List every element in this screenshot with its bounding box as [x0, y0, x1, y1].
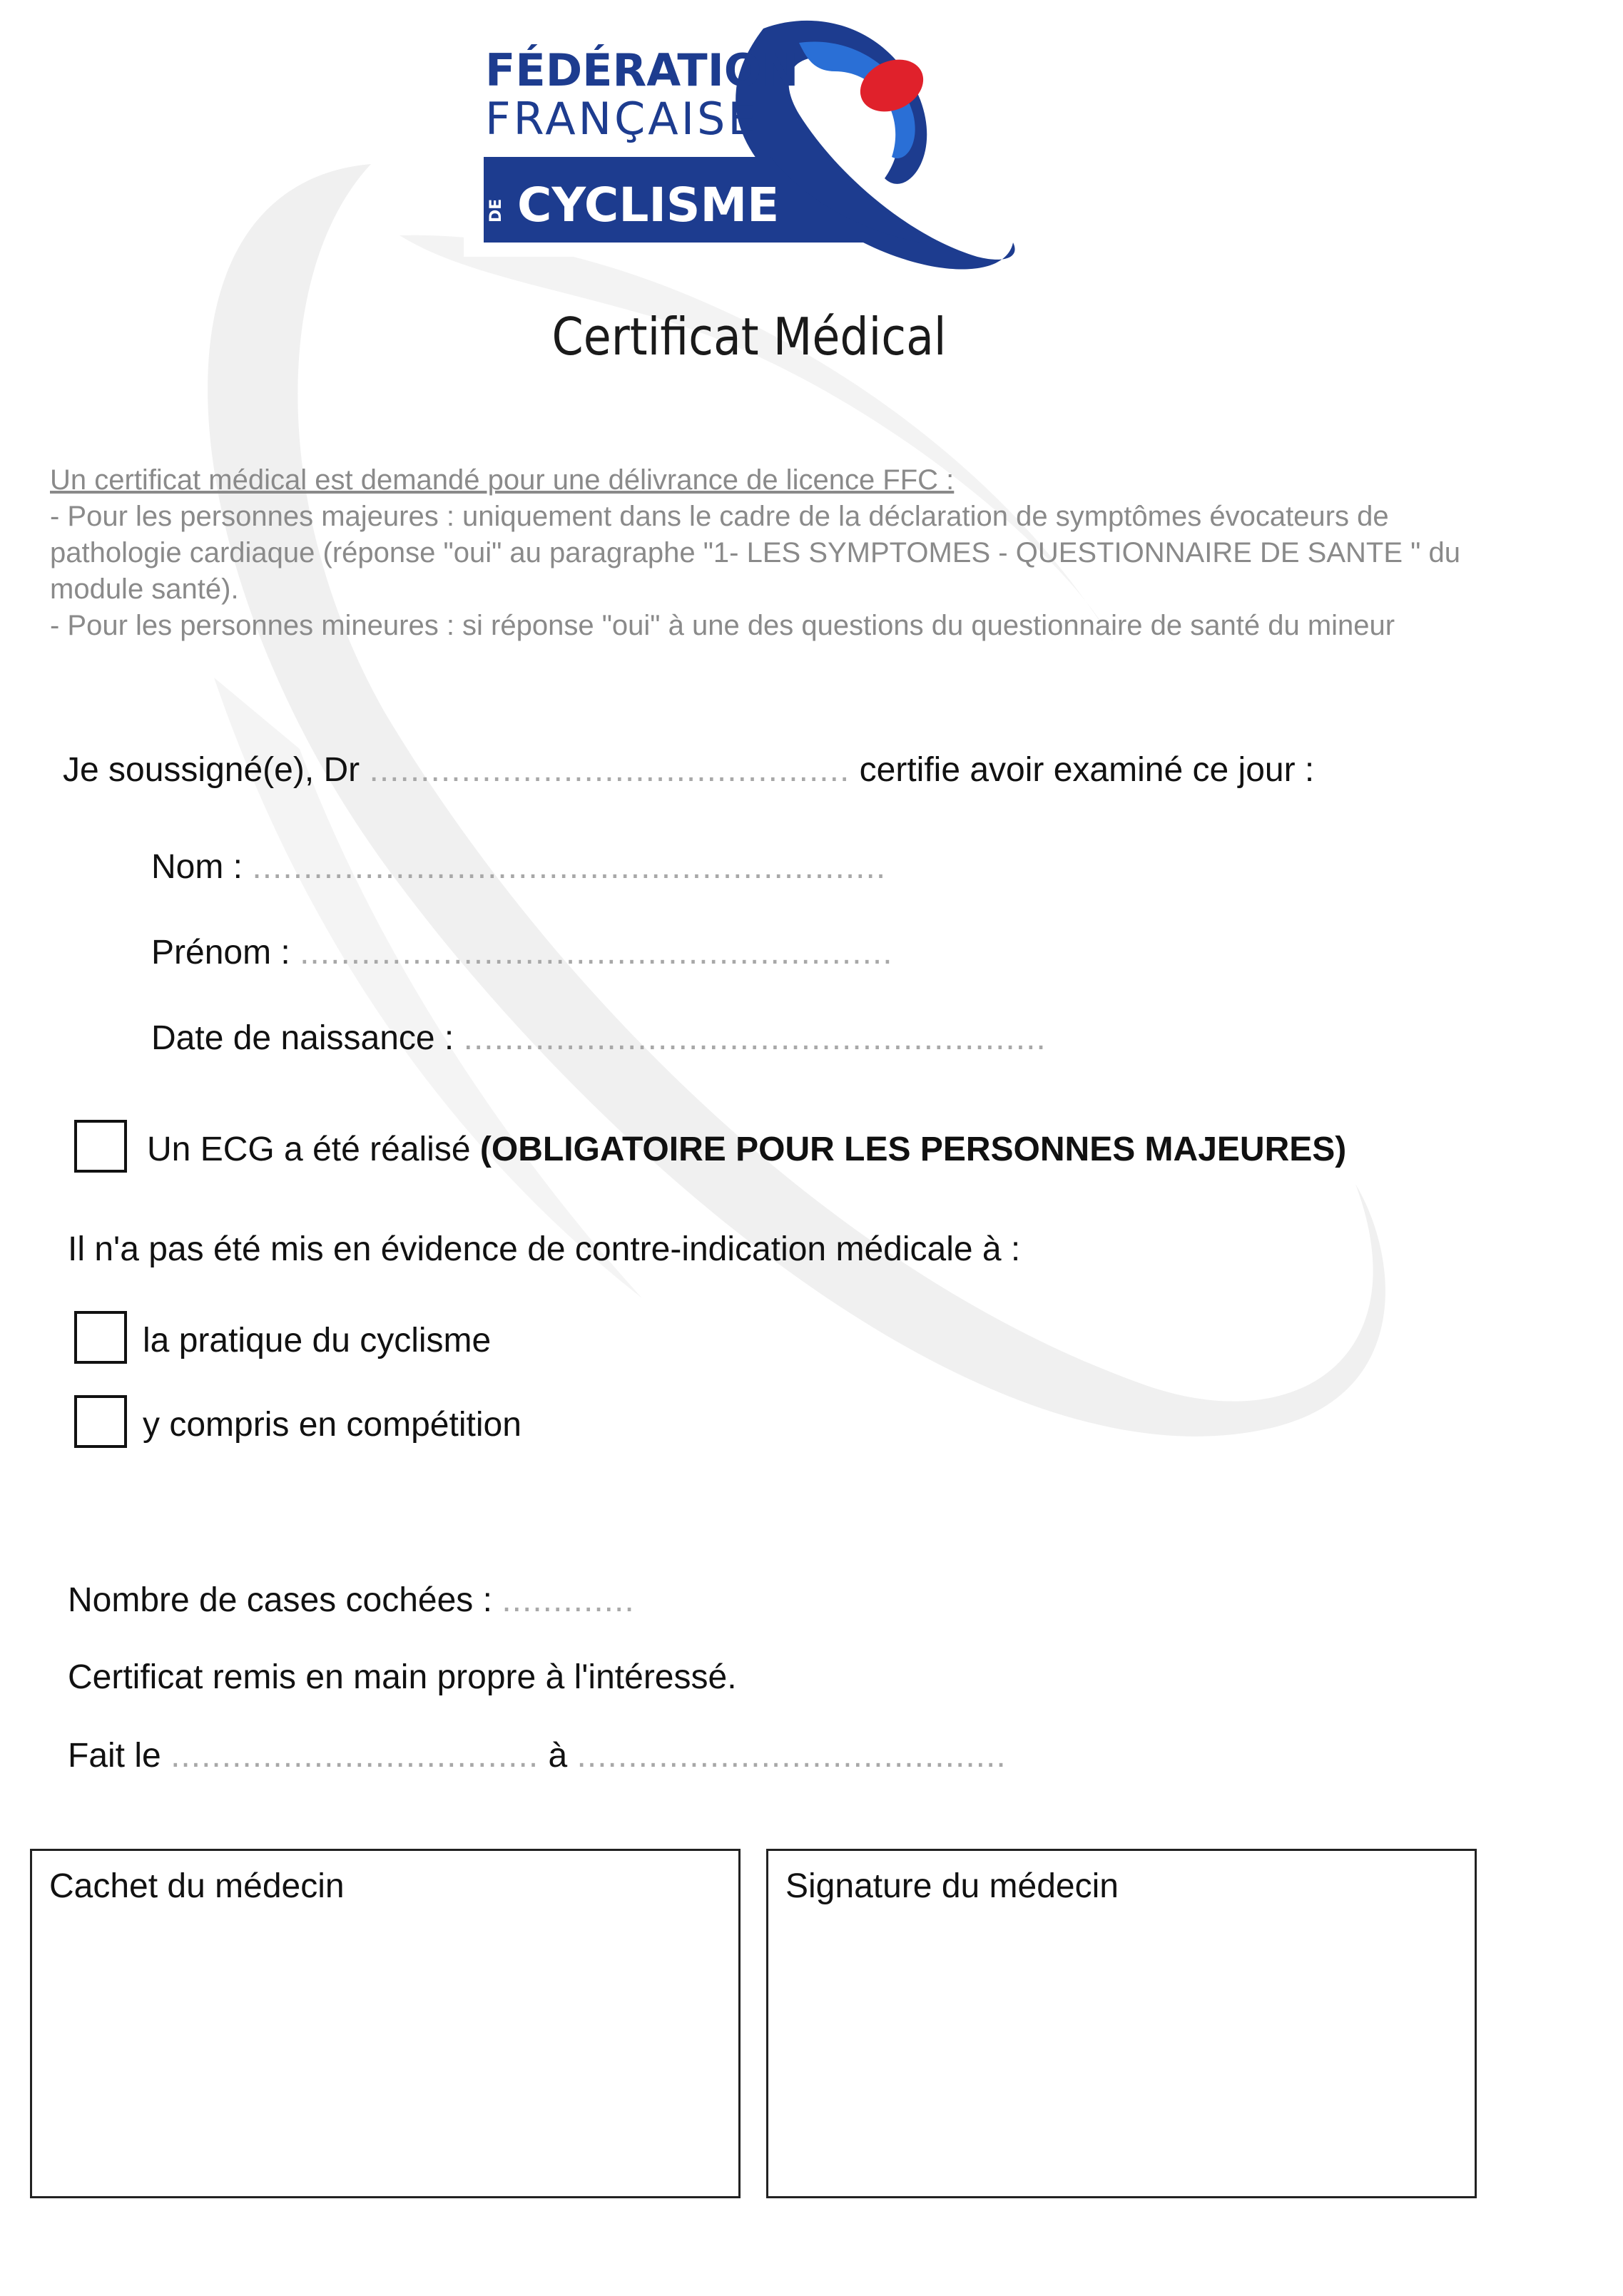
- dob-field[interactable]: .........................................................: [463, 1019, 1047, 1057]
- fait-label: Fait le: [68, 1737, 161, 1775]
- fait-place-field[interactable]: ..........................................: [576, 1737, 1007, 1775]
- prenom-line: [151, 933, 893, 972]
- ecg-checkbox[interactable]: [74, 1120, 127, 1173]
- logo-line2: FRANÇAISE: [485, 93, 759, 145]
- signature-label: Signature du médecin: [785, 1867, 1119, 1905]
- a-label: à: [548, 1737, 568, 1775]
- prenom-field[interactable]: ..........................................................: [300, 934, 893, 971]
- competition-checkbox[interactable]: [74, 1395, 127, 1448]
- prenom-label: Prénom :: [151, 934, 290, 971]
- fait-date-field[interactable]: ....................................: [171, 1737, 539, 1775]
- signature-box[interactable]: [766, 1849, 1477, 2198]
- handed-text: Certificat remis en main propre à l'intéressé.: [68, 1658, 737, 1696]
- doctor-prefix: Je soussigné(e), Dr: [63, 751, 360, 789]
- doctor-line: [63, 750, 1314, 790]
- nom-field[interactable]: ..............................................................: [252, 848, 887, 886]
- contra-indication-text: Il n'a pas été mis en évidence de contre-indication médicale à :: [68, 1230, 1021, 1268]
- fait-line: [68, 1736, 1007, 1775]
- option-cyclisme-label: la pratique du cyclisme: [143, 1322, 492, 1359]
- intro-notice: [50, 462, 1505, 644]
- logo-line1: FÉDÉRATION: [485, 44, 799, 96]
- doctor-name-field[interactable]: ...............................................: [369, 751, 850, 789]
- page-title: Certificat Médical: [551, 307, 947, 367]
- nom-line: [151, 847, 886, 887]
- nom-label: Nom :: [151, 848, 243, 886]
- cachet-label: Cachet du médecin: [49, 1867, 345, 1905]
- doctor-suffix: certifie avoir examiné ce jour :: [859, 751, 1315, 789]
- cyclisme-checkbox[interactable]: [74, 1311, 127, 1364]
- count-line: [68, 1581, 635, 1620]
- option-competition-label: y compris en compétition: [143, 1406, 522, 1444]
- count-label: Nombre de cases cochées :: [68, 1581, 492, 1619]
- count-field[interactable]: .............: [502, 1581, 635, 1619]
- ffc-logo: [464, 14, 1020, 278]
- ecg-label: Un ECG a été réalisé: [147, 1131, 471, 1168]
- cachet-box[interactable]: [30, 1849, 741, 2198]
- dob-line: [151, 1019, 1047, 1058]
- logo-small: DE: [487, 198, 505, 223]
- logo-line3: CYCLISME: [517, 178, 780, 233]
- ecg-mandatory-note: (OBLIGATOIRE POUR LES PERSONNES MAJEURES): [479, 1131, 1347, 1168]
- intro-heading: Un certificat médical est demandé pour une délivrance de licence FFC :: [50, 464, 955, 496]
- ecg-line: [147, 1130, 1346, 1169]
- intro-line-majeures: - Pour les personnes majeures : uniquement dans le cadre de la déclaration de symptômes évocateurs de pathologie cardiaque (réponse "oui" au paragraphe "1- LES SYMPTOMES - QUESTIONNAIRE DE SANTE " du module santé).: [50, 501, 1460, 605]
- intro-line-mineures: - Pour les personnes mineures : si réponse "oui" à une des questions du questionnaire de santé du mineur: [50, 610, 1395, 641]
- dob-label: Date de naissance :: [151, 1019, 454, 1057]
